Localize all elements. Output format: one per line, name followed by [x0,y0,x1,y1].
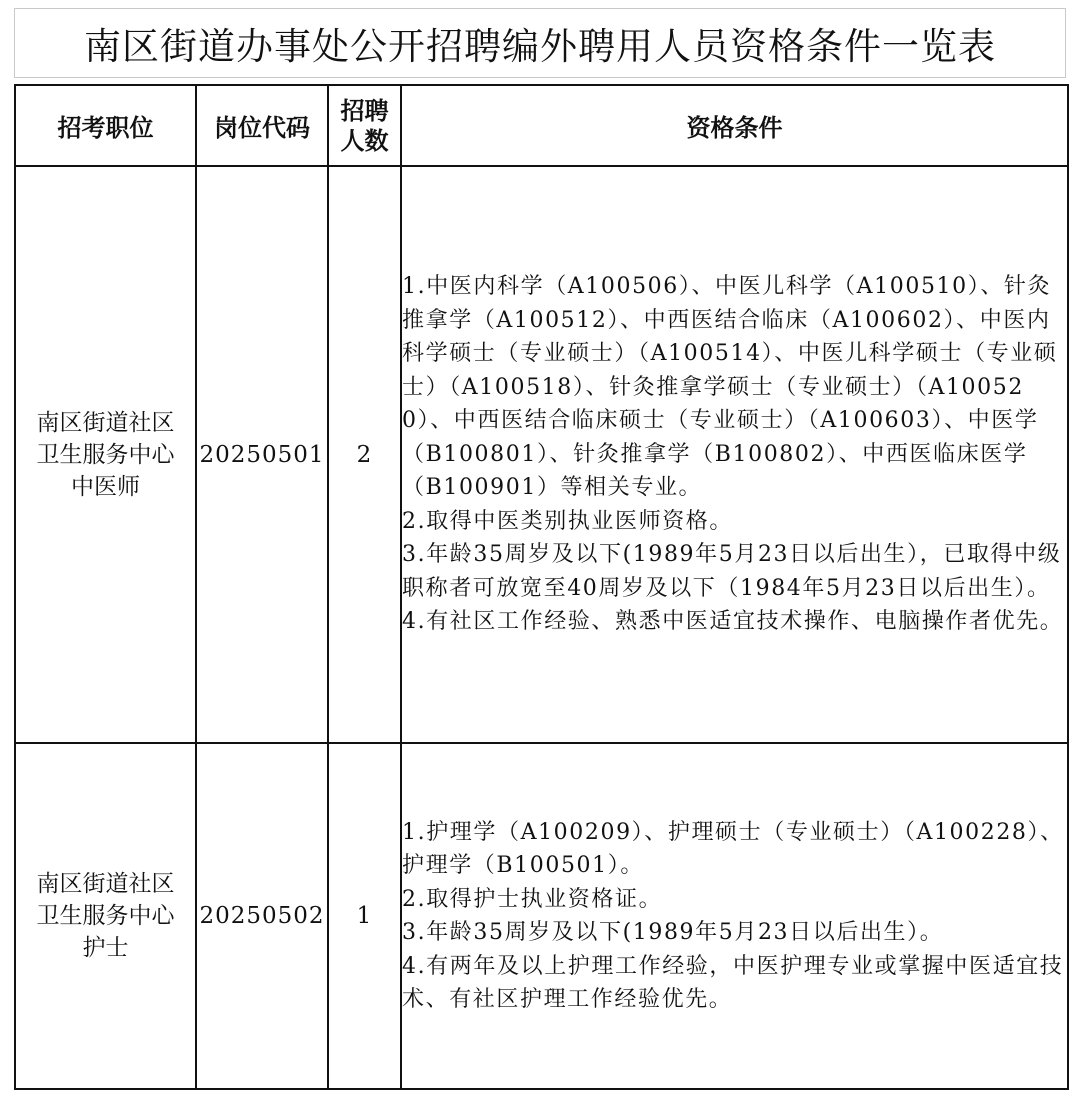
count-cell: 1 [328,743,401,1089]
header-count-line1: 招聘 [340,96,389,125]
position-line: 卫生服务中心 [36,903,175,929]
position-line: 南区街道社区 [36,409,175,436]
header-code: 岗位代码 [196,85,328,166]
code-cell: 20250501 [196,166,328,743]
requirement-item: 1.护理学（A100209）、护理硕士（专业硕士）（A100228）、护理学（B100501）。 [402,819,1064,878]
count-cell: 2 [328,166,401,743]
requirement-item: 4.有社区工作经验、熟悉中医适宜技术操作、电脑操作者优先。 [402,609,1064,635]
header-count [328,85,401,166]
requirement-item: 3.年龄35周岁及以下(1989年5月23日以后出生），已取得中级职称者可放宽至40周岁及以下（1984年5月23日以后出生）。 [402,542,1062,601]
requirement-item: 1.中医内科学（A100506）、中医儿科学（A100510）、针灸推拿学（A100512）、中西医结合临床（A100602）、中医内科学硕士（专业硕士）（A100514）、中医儿科学硕士（专业硕士）（A100518）、针灸推拿学硕士（专业硕士）（A100520）、中西医结合临床硕士（专业硕士）（A100603）、中医学（B100801）、针灸推拿学（B100802）、中西医临床医学（B100901）等相关专业。 [402,274,1058,501]
code-cell: 20250502 [196,743,328,1089]
header-position: 招考职位 [15,85,196,166]
position-line: 卫生服务中心 [36,441,175,468]
requirements-cell [401,743,1068,1089]
position-line: 中医师 [71,473,140,500]
header-requirements: 资格条件 [401,85,1068,166]
position-cell [15,743,196,1089]
position-line: 南区街道社区 [36,871,175,897]
requirement-item: 3.年龄35周岁及以下(1989年5月23日以后出生）。 [402,920,944,945]
page-title: 南区街道办事处公开招聘编外聘用人员资格条件一览表 [14,8,1066,78]
table-row [15,166,1068,743]
requirement-item: 2.取得护士执业资格证。 [402,886,663,912]
requirements-cell [401,166,1068,743]
header-count-line2: 人数 [340,126,389,155]
table-row [15,743,1068,1089]
header-row [15,85,1068,166]
position-line: 护士 [82,935,129,961]
qualification-table [14,84,1069,1090]
requirement-item: 4.有两年及以上护理工作经验，中医护理专业或掌握中医适宜技术、有社区护理工作经验优先。 [402,953,1064,1012]
position-cell [15,166,196,743]
requirement-item: 2.取得中医类别执业医师资格。 [402,508,733,534]
